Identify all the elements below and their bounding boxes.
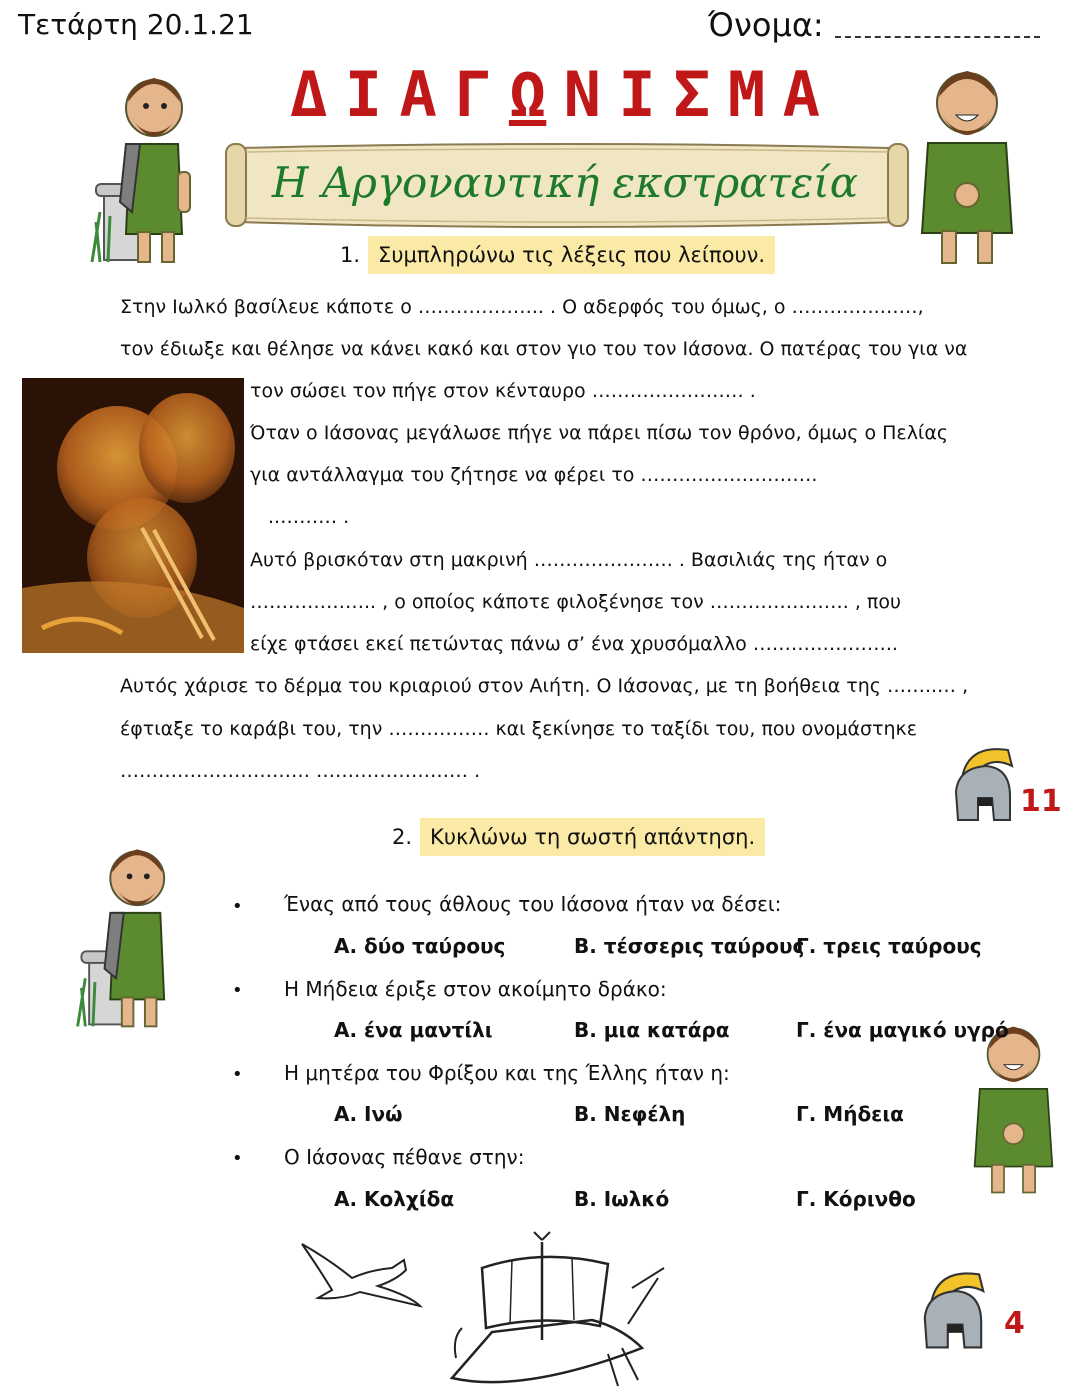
helmet-icon [914,1266,992,1360]
title-letter: Δ [290,57,328,131]
option-b[interactable]: Β. μια κατάρα [574,1018,730,1042]
date-label: Τετάρτη 20.1.21 [18,8,254,41]
section-number: 1. [340,243,361,267]
title-letter: Α [399,57,437,131]
bullet: • [232,980,243,1001]
bullet: • [232,1148,243,1169]
option-a[interactable]: Α. Ινώ [334,1102,403,1126]
question-text: Ένας από τους άθλους του Ιάσονα ήταν να δέσει: [284,892,782,916]
section-number: 2. [392,825,413,849]
option-b[interactable]: Β. Ιωλκό [574,1187,670,1211]
title-letter: Α [782,57,820,131]
option-c[interactable]: Γ. ένα μαγικό υγρό [796,1018,1009,1042]
paragraph-line: για αντάλλαγμα του ζήτησε να φέρει το ………………………. [250,464,818,486]
section1-instruction [340,236,775,274]
paragraph-line: είχε φτάσει εκεί πετώντας πάνω σ’ ένα χρυσόμαλλο ………………….. [250,633,898,655]
helmet-icon [948,742,1018,832]
title-letters [290,58,820,130]
section2-instruction [392,818,765,856]
section1-score: 11 [1020,784,1062,819]
option-c[interactable]: Γ. τρεις ταύρους [796,934,982,958]
paragraph-line: έφτιαξε το καράβι του, την ……………. και ξεκίνησε το ταξίδι του, που ονομάστηκε [120,718,918,740]
paragraph-line: Αυτό βρισκόταν στη μακρινή …………………. . Βασιλιάς της ήταν ο [250,549,888,571]
option-a[interactable]: Α. Κολχίδα [334,1187,455,1211]
title-letter: Ω [508,57,547,131]
bullet: • [232,1064,243,1085]
leaning-man-illustration [82,62,212,272]
option-c[interactable]: Γ. Κόρινθο [796,1187,916,1211]
question-text: Η μητέρα του Φρίξου και της Έλλης ήταν η: [284,1061,730,1085]
option-a[interactable]: Α. δύο ταύρους [334,934,506,958]
paragraph-line: τον σώσει τον πήγε στον κένταυρο …………………… . [250,380,756,402]
bird-drawing [300,1240,425,1310]
vase-painting-image [22,378,244,653]
paragraph-line: τον έδιωξε και θέλησε να κάνει κακό και στον γιο του τον Ιάσονα. Ο πατέρας του για να [120,338,968,360]
leaning-man-illustration [68,830,193,1040]
option-b[interactable]: Β. Νεφέλη [574,1102,686,1126]
option-b[interactable]: Β. τέσσερις ταύρους [574,934,805,958]
instruction-text: Συμπληρώνω τις λέξεις που λείπουν. [368,236,775,274]
title-letter: Γ [454,57,492,131]
laughing-man-illustration [912,55,1022,280]
paragraph-line: Όταν ο Ιάσονας μεγάλωσε πήγε να πάρει πίσω τον θρόνο, όμως ο Πελίας [250,422,949,444]
title-letter: Μ [727,57,766,131]
title-letter: Σ [673,57,711,131]
option-c[interactable]: Γ. Μήδεια [796,1102,904,1126]
paragraph-line: ..……… . [268,506,350,528]
name-label: Όνομα: [708,6,824,44]
paragraph-line: Αυτός χάρισε το δέρμα του κριαριού στον Αιήτη. Ο Ιάσονας, με τη βοήθεια της ……..… , [120,675,969,697]
instruction-text: Κυκλώνω τη σωστή απάντηση. [420,818,765,856]
paragraph-line: ……………….. , ο οποίος κάποτε φιλοξένησε τον …………………. , που [250,591,901,613]
subtitle: Η Αργοναυτική εκστρατεία [271,158,859,207]
ship-drawing [432,1228,672,1394]
question-text: Ο Ιάσονας πέθανε στην: [284,1145,525,1169]
title-letter: Ι [344,57,383,131]
title-letter: Ν [563,57,601,131]
title-letter: Ι [618,57,656,131]
paragraph-line: Στην Ιωλκό βασίλευε κάποτε ο ……………….. . Ο αδερφός του όμως, ο …………..……, [120,296,924,318]
section2-score: 4 [1004,1306,1025,1341]
name-line[interactable] [835,36,1040,38]
question-text: Η Μήδεια έριξε στον ακοίμητο δράκο: [284,977,667,1001]
paragraph-line: ………………………… …………………… . [120,760,481,782]
bullet: • [232,896,243,917]
option-a[interactable]: Α. ένα μαντίλι [334,1018,493,1042]
